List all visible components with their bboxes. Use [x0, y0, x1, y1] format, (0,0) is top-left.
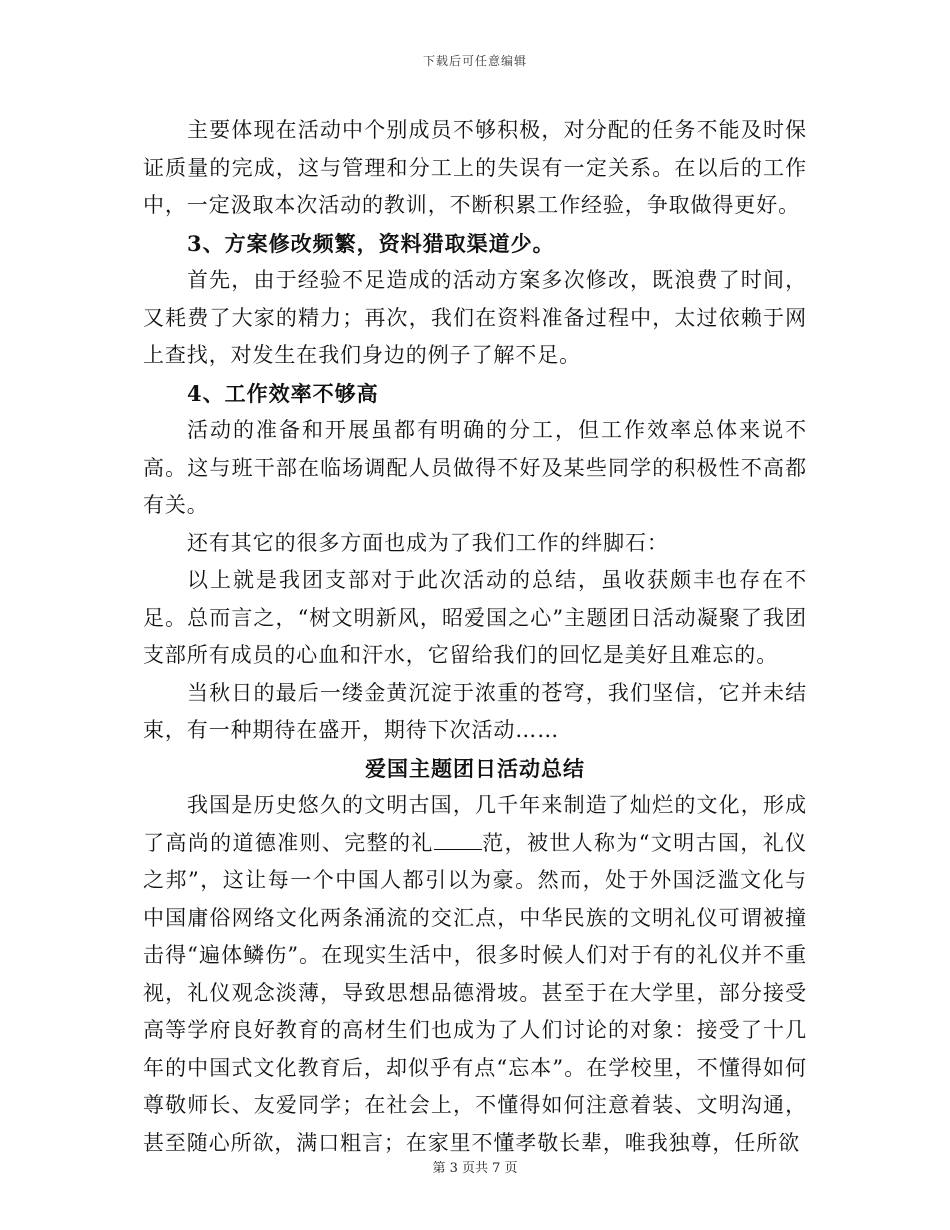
page-footer: 第 3 页共 7 页 [432, 1161, 518, 1176]
paragraph-problems-detail: 主要体现在活动中个别成员不够积极，对分配的任务不能及时保证质量的完成，这与管理和分工上的失误有一定关系。在以后的工作中，一定汲取本次活动的教训，不断积累工作经验，争取做得更好。 [143, 118, 807, 217]
paragraph-closing: 当秋日的最后一缕金黄沉淀于浓重的苍穹，我们坚信，它并未结束，有一种期待在盛开，期待下次活动…… [143, 680, 807, 742]
heading-4: 4、工作效率不够高 [187, 380, 379, 406]
paragraph-summary: 以上就是我团支部对于此次活动的总结，虽收获颇丰也存在不足。总而言之，“树文明新风，昭爱国之心”主题团日活动凝聚了我团支部所有成员的心血和汗水，它留给我们的回忆是美好且难忘的。 [143, 568, 807, 667]
paragraph-plan-revisions: 首先，由于经验不足造成的活动方案多次修改，既浪费了时间，又耗费了大家的精力；再次，我们在资料准备过程中，太过依赖于网上查找，对发生在我们身边的例子了解不足。 [143, 268, 807, 367]
blank-underline [434, 831, 482, 850]
paragraph-other-obstacles: 还有其它的很多方面也成为了我们工作的绊脚石： [187, 530, 669, 555]
section-title: 爱国主题团日活动总结 [365, 755, 585, 781]
heading-3: 3、方案修改频繁，资料猎取渠道少。 [187, 230, 555, 256]
page-header: 下载后可任意编辑 [422, 54, 527, 68]
paragraph-efficiency: 活动的准备和开展虽都有明确的分工，但工作效率总体来说不高。这与班干部在临场调配人员做得不好及某些同学的积极性不高都有关。 [143, 418, 807, 517]
intro-text-part2: 范，被世人称为“文明古国，礼仪之邦”，这让每一个中国人都引以为豪。然而，处于外国泛滥文化与中国庸俗网络文化两条涌流的交汇点，中华民族的文明礼仪可谓被撞击得“遍体鳞伤”。在现实生活中，很多时候人们对于有的礼仪并不重视，礼仪观念淡薄，导致思想品德滑坡。甚至于在大学里，部分接受高等学府良好教育的高材生们也成为了人们讨论的对象：接受了十几年的中国式文化教育后，却似乎有点“忘本”。在学校里，不懂得如何尊敬师长、友爱同学；在社会上，不懂得如何注意着装、文明沟通，甚至随心所欲，满口粗言；在家里不懂孝敬长辈，唯我独尊，任所欲 [143, 830, 807, 1155]
paragraph-intro [143, 787, 807, 1162]
document-body [143, 112, 807, 1162]
intro-text-part1: 我国是历史悠久的文明古国，几千年来制造了灿烂的文化，形成了高尚的道德准则、完整的礼 [143, 793, 807, 855]
